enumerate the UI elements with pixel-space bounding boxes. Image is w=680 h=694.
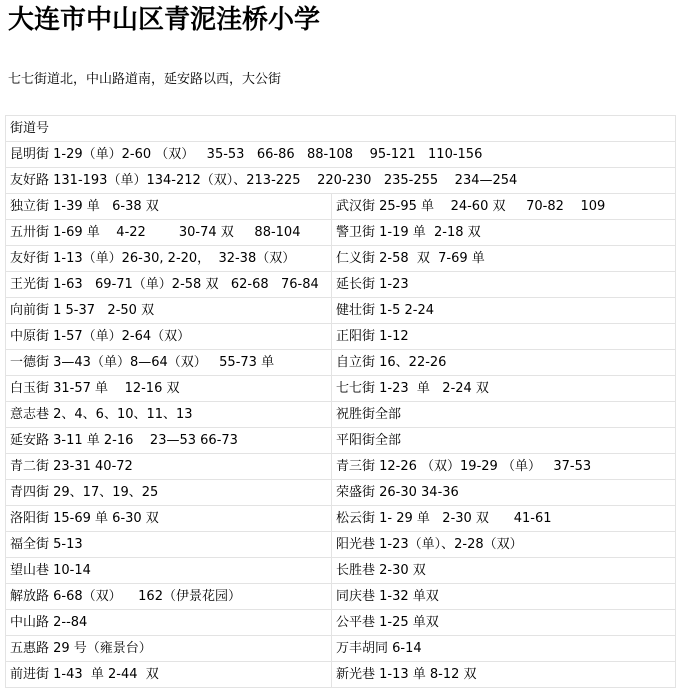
- street-cell-left: 前进街 1-43 单 2-44 双: [6, 662, 332, 688]
- street-cell-left: 中山路 2--84: [6, 610, 332, 636]
- street-cell-right: 延长街 1-23: [332, 272, 676, 298]
- table-row: [6, 402, 676, 428]
- table-row: [6, 636, 676, 662]
- street-cell-right: 仁义街 2-58 双 7-69 单: [332, 246, 676, 272]
- table-row: [6, 584, 676, 610]
- street-cell-right: 警卫街 1-19 单 2-18 双: [332, 220, 676, 246]
- street-cell-left: 延安路 3-11 单 2-16 23—53 66-73: [6, 428, 332, 454]
- street-cell-left: 独立街 1-39 单 6-38 双: [6, 194, 332, 220]
- table-row: [6, 506, 676, 532]
- table-row: [6, 610, 676, 636]
- street-cell-right: 荣盛街 26-30 34-36: [332, 480, 676, 506]
- street-cell-left: 王光街 1-63 69-71（单）2-58 双 62-68 76-84: [6, 272, 332, 298]
- table-header-cell: 街道号: [6, 116, 676, 142]
- table-row-wide: [6, 168, 676, 194]
- street-cell-left: 洛阳街 15-69 单 6-30 双: [6, 506, 332, 532]
- street-cell-wide: 昆明街 1-29（单）2-60 （双） 35-53 66-86 88-108 95-121 110-156: [6, 142, 676, 168]
- street-cell-right: 新光巷 1-13 单 8-12 双: [332, 662, 676, 688]
- street-number-table: [5, 115, 676, 688]
- street-cell-right: 松云街 1- 29 单 2-30 双 41-61: [332, 506, 676, 532]
- street-cell-left: 青四街 29、17、19、25: [6, 480, 332, 506]
- street-cell-right: 青三街 12-26 （双）19-29 （单） 37-53: [332, 454, 676, 480]
- street-cell-left: 一德街 3—43（单）8—64（双） 55-73 单: [6, 350, 332, 376]
- school-district-description: 七七街道北，中山路道南，延安路以西，大公街: [8, 72, 282, 87]
- street-cell-right: 祝胜街全部: [332, 402, 676, 428]
- page-title: 大连市中山区青泥洼桥小学: [8, 5, 321, 35]
- street-cell-left: 福全街 5-13: [6, 532, 332, 558]
- street-cell-right: 同庆巷 1-32 单双: [332, 584, 676, 610]
- table-row: [6, 532, 676, 558]
- table-row-wide: [6, 142, 676, 168]
- street-cell-left: 向前街 1 5-37 2-50 双: [6, 298, 332, 324]
- table-row: [6, 558, 676, 584]
- street-cell-right: 武汉街 25-95 单 24-60 双 70-82 109: [332, 194, 676, 220]
- table-row: [6, 324, 676, 350]
- street-cell-left: 五惠路 29 号（雍景台）: [6, 636, 332, 662]
- street-cell-right: 长胜巷 2-30 双: [332, 558, 676, 584]
- table-row: [6, 454, 676, 480]
- street-cell-right: 万丰胡同 6-14: [332, 636, 676, 662]
- table-row: [6, 376, 676, 402]
- street-cell-left: 中原街 1-57（单）2-64（双）: [6, 324, 332, 350]
- street-cell-left: 五卅街 1-69 单 4-22 30-74 双 88-104: [6, 220, 332, 246]
- street-cell-right: 阳光巷 1-23（单）、2-28（双）: [332, 532, 676, 558]
- street-cell-left: 意志巷 2、4、6、10、11、13: [6, 402, 332, 428]
- street-cell-left: 白玉街 31-57 单 12-16 双: [6, 376, 332, 402]
- street-cell-right: 七七街 1-23 单 2-24 双: [332, 376, 676, 402]
- street-cell-right: 正阳街 1-12: [332, 324, 676, 350]
- street-cell-right: 自立街 16、22-26: [332, 350, 676, 376]
- table-row: [6, 350, 676, 376]
- street-cell-left: 解放路 6-68（双） 162（伊景花园）: [6, 584, 332, 610]
- table-row: [6, 194, 676, 220]
- street-cell-left: 友好街 1-13（单）26-30, 2-20， 32-38（双）: [6, 246, 332, 272]
- street-cell-wide: 友好路 131-193（单）134-212（双）、213-225 220-230 235-255 234—254: [6, 168, 676, 194]
- table-row: [6, 428, 676, 454]
- table-row: [6, 298, 676, 324]
- table-body: [6, 116, 676, 688]
- table-header-row: [6, 116, 676, 142]
- table-row: [6, 246, 676, 272]
- street-cell-left: 青二街 23-31 40-72: [6, 454, 332, 480]
- street-cell-left: 望山巷 10-14: [6, 558, 332, 584]
- street-cell-right: 平阳街全部: [332, 428, 676, 454]
- table-row: [6, 662, 676, 688]
- table-row: [6, 480, 676, 506]
- street-cell-right: 健壮街 1-5 2-24: [332, 298, 676, 324]
- table-row: [6, 220, 676, 246]
- table-row: [6, 272, 676, 298]
- street-cell-right: 公平巷 1-25 单双: [332, 610, 676, 636]
